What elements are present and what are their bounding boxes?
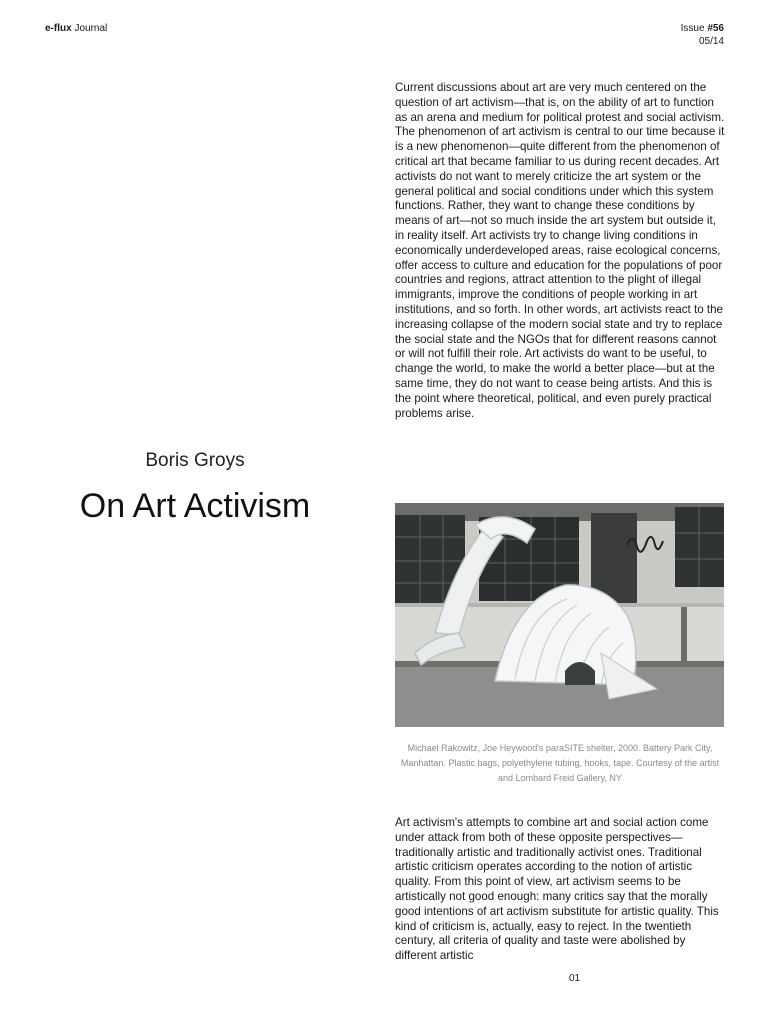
publication-name: Journal [74, 23, 108, 34]
page-number: 01 [569, 973, 581, 984]
author-name: Boris Groys [145, 450, 245, 471]
artwork-photo [395, 503, 724, 727]
issue-number: #56 [707, 23, 724, 34]
photo-caption: Michael Rakowitz, Joe Heywood's paraSITE shelter, 2000. Battery Park City, Manhattan. Plastic bags, polyethylene tubing, hooks, tape. Courtesy of the artist and Lombard Freid Gallery, NY [400, 743, 720, 783]
issue-label: Issue [680, 23, 705, 34]
journal-header [45, 22, 107, 35]
issue-date: 05/14 [698, 36, 724, 47]
article-title: On Art Activism [79, 487, 311, 525]
body-paragraph-2: Art activism's attempts to combine art and social action come under attack from both of these opposite perspectives—traditionally artistic and traditionally activist ones. Traditional artistic criticism operates according to the notion of artistic quality. From this point of view, art activism seems to be artistically not good enough: many critics say that the morally good intentions of art activism substitute for artistic quality. This kind of criticism is, actually, easy to reject. In the twentieth century, all criteria of quality and taste were abolished by different artistic [395, 816, 719, 963]
issue-info [681, 22, 724, 48]
brand-name: e-flux [45, 23, 72, 34]
body-paragraph-1: Current discussions about art are very much centered on the question of art activism—that is, on the ability of art to function as an arena and medium for political protest and social activism. The phenomenon of art activism is central to our time because it is a new phenomenon—quite different from the phenomenon of critical art that became familiar to us during recent decades. Art activists do not want to merely criticize the art system or the general political and social conditions under which this system functions. Rather, they want to change these conditions by means of art—not so much inside the art system but outside it, in reality itself. Art activists try to change living conditions in economically underdeveloped areas, raise ecological concerns, offer access to culture and education for the populations of poor countries and regions, attract attention to the plight of illegal immigrants, improve the conditions of people working in art institutions, and so forth. In other words, art activists react to the increasing collapse of the modern social state and try to replace the social state and the NGOs that for different reasons cannot or will not fulfill their role. Art activists do want to be useful, to change the world, to make the world a better place—but at the same time, they do not want to cease being artists. And this is the point where theoretical, political, and even purely practical problems arise. [395, 81, 725, 420]
title-block [50, 449, 340, 526]
